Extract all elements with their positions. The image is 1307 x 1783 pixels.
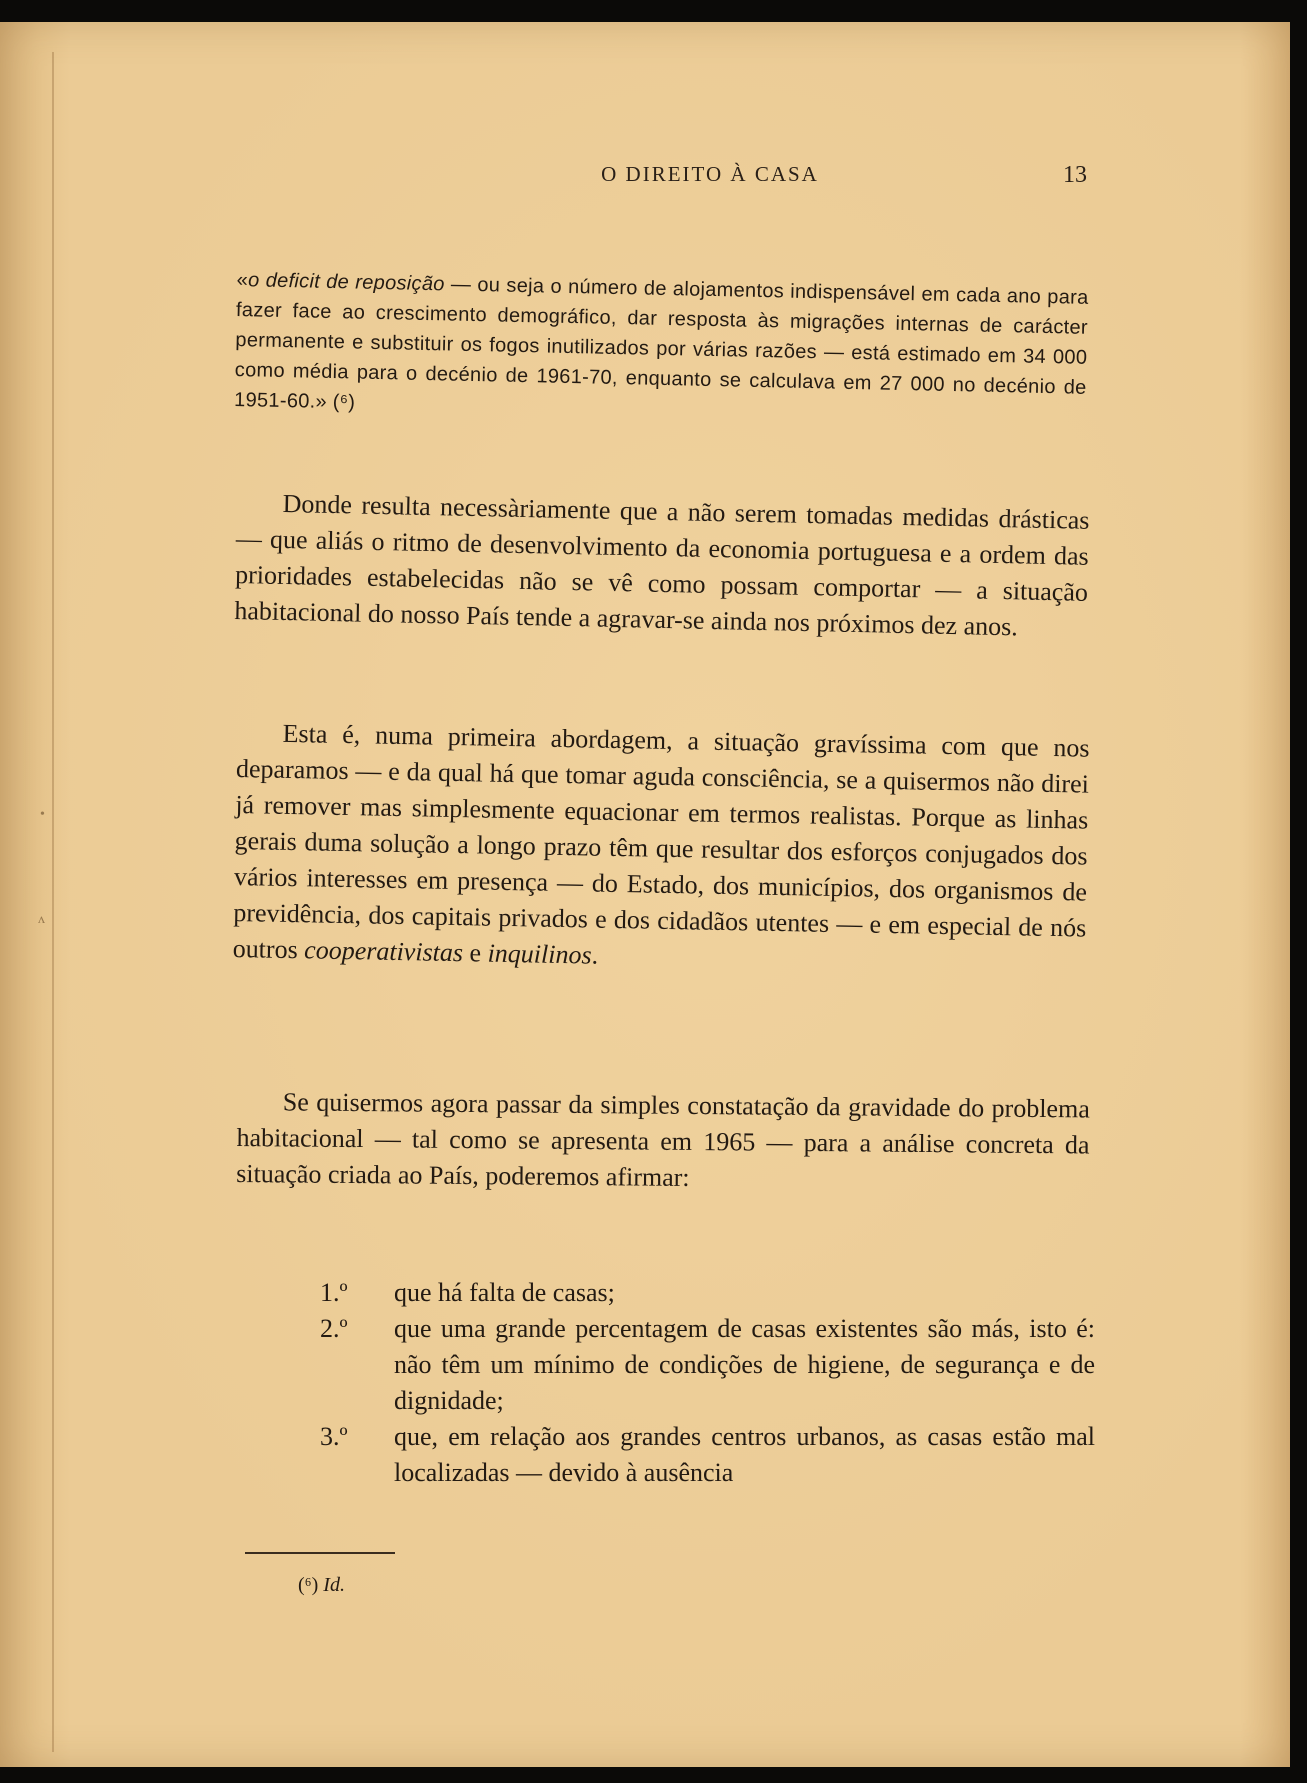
paragraph: Donde resulta necessàriamente que a não serem tomadas medidas drásticas — que aliás o ritmo de desenvolvimento da economia portuguesa e a ordem das prioridades estabelecidas não se vê como possam comportar — a situação habitacional do nosso País tende a agravar-se ainda nos próximos dez anos.	[234, 488, 1090, 642]
list-number: 2.º	[320, 1314, 348, 1343]
list-text: que uma grande percentagem de casas existentes são más, isto é: não têm um mínimo de condições de higiene, de segurança e de dignidade;	[394, 1314, 1095, 1415]
footnote-mark: (⁶)	[298, 1574, 319, 1596]
margin-smudge: ʌ	[38, 912, 45, 927]
paragraph-text: .	[591, 940, 599, 970]
list-text: que há falta de casas;	[394, 1278, 615, 1307]
paragraph-text: e	[462, 938, 488, 968]
paragraph	[232, 715, 1089, 983]
numbered-list	[320, 1275, 1095, 1491]
page-gutter-line	[52, 52, 54, 1752]
paragraph-italic: cooperativistas	[303, 935, 464, 968]
book-page	[0, 22, 1290, 1767]
quote-open-mark: «	[236, 268, 249, 292]
quote-italic-term: o deficit de reposição	[247, 269, 445, 296]
list-number: 3.º	[320, 1422, 348, 1451]
running-head: O DIREITO À CASA	[601, 162, 819, 186]
paragraph: Se quisermos agora passar da simples constatação da gravidade do problema habitacional — tal como se apresenta em 1965 — para a análise concreta da situação criada ao País, poderemos afirmar:	[236, 1087, 1090, 1192]
footnote-text: Id.	[323, 1574, 345, 1596]
list-number: 1.º	[320, 1278, 348, 1307]
list-text: que, em relação aos grandes centros urbanos, as casas estão mal localizadas — devido à ausência	[394, 1422, 1095, 1487]
list-item	[320, 1311, 1095, 1419]
list-item	[320, 1275, 1095, 1311]
paragraph-italic: inquilinos	[487, 938, 592, 970]
paragraph-text: Esta é, numa primeira abordagem, a situação gravíssima com que nos deparamos — e da qual há que tomar aguda consciência, se a quisermos não direi já remover mas simplesmente equacionar em termos realistas. Porque as linhas gerais duma solução a longo prazo têm que resultar dos esforços conjugados dos vários interesses em presença — do Estado, dos municípios, dos organismos de previdência, dos capitais privados e dos cidadãos utentes — e em especial de nós outros	[232, 718, 1090, 965]
footnote-rule	[245, 1552, 395, 1554]
footnote	[298, 1574, 345, 1597]
margin-smudge: •	[40, 807, 45, 822]
quote-text: — ou seja o número de alojamentos indispensável em cada ano para fazer face ao crescimento demográfico, dar resposta às migrações internas de carácter permanente e substituir os fogos inutilizados por várias razões — está estimado em 34 000 como média para o decénio de 1961-70, enquanto se calculava em 27 000 no decénio de 1951-60.» (⁶)	[233, 273, 1089, 414]
page-number: 13	[1063, 162, 1087, 188]
block-quote	[234, 265, 1089, 433]
list-item	[320, 1419, 1095, 1491]
